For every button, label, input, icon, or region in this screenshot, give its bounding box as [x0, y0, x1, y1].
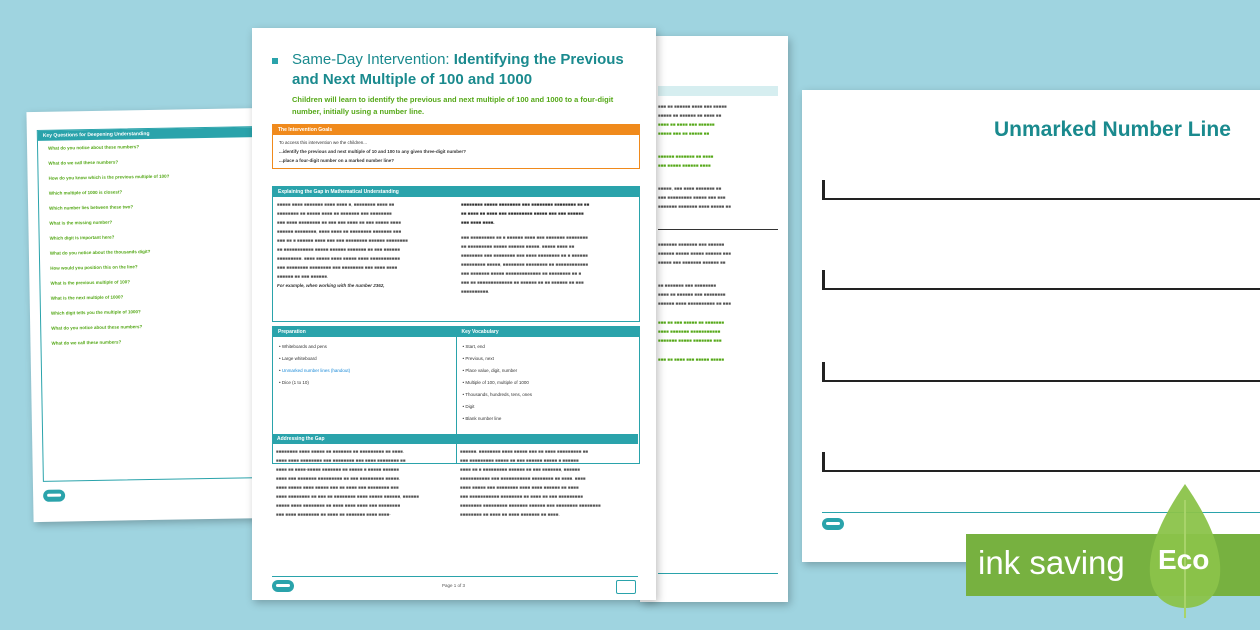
line-stroke	[822, 198, 1260, 200]
question-list	[38, 137, 270, 359]
question-item: What do you notice about the thousands digit?	[49, 248, 151, 256]
question-item: Which number lies between these two?	[49, 204, 134, 211]
vocab-item-text: Blank number line	[465, 416, 502, 421]
question-item: What is the previous multiple of 100?	[50, 279, 130, 286]
question-item: Which digit tells you the multiple of 1000?	[50, 309, 141, 316]
goals-intro: To access this intervention we the children...	[279, 140, 368, 145]
twinkl-logo	[822, 518, 844, 530]
vocab-item: • Place value, digit, number	[462, 368, 518, 373]
vocab-item-text: Digit	[465, 404, 475, 409]
number-line-title: Unmarked Number Line	[994, 118, 1231, 141]
vocab-heading: Key Vocabulary	[457, 327, 640, 337]
ink-saving-label: ink saving	[978, 544, 1125, 581]
question-item: What is the missing number?	[49, 219, 113, 226]
vocab-item: • Digit	[462, 404, 475, 409]
prep-item: • Large whiteboard	[279, 356, 317, 361]
line-start-tick	[822, 180, 825, 200]
main-footer	[272, 576, 638, 577]
questions-panel	[37, 126, 273, 482]
number-line-1	[802, 180, 1260, 202]
question-item: How would you position this on the line?	[50, 264, 138, 271]
answers-sheet	[640, 36, 788, 602]
goals-panel	[272, 124, 640, 169]
address-panel	[272, 434, 638, 552]
key-questions-sheet	[26, 108, 273, 522]
line-start-tick	[822, 362, 825, 382]
question-item: Which multiple of 1000 is closest?	[48, 189, 123, 196]
question-item: Which digit is important here?	[49, 234, 115, 241]
question-item: What do you notice about these numbers?	[48, 144, 140, 151]
explain-panel	[272, 186, 640, 322]
vocab-item: • Previous, next	[462, 356, 494, 361]
goal-item: ...identify the previous and next multiple of 10 and 100 to any given three-digit number?	[279, 149, 467, 154]
prep-item-text: Whiteboards and pens	[281, 344, 327, 349]
title-bullet-icon	[272, 58, 278, 64]
answers-text: ■■■ ■■ ■■■■■■ ■■■■ ■■■ ■■■■■ ■■■■■ ■■ ■■■■■■ ■■ ■■■■ ■■ ■■■■ ■■ ■■■■ ■■■ ■■■■■■ ■■■■■ ■■■ ■■ ■■■■■ ■■ ■■■■■■ ■■■■■■■ ■■ ■■■■ ■■■ ■■■■■ ■■■■■■ ■■■■ ■■■■■, ■■■ ■■■■ ■■■■■■■ ■■ ■■■ ■■■■■■■■■ ■■■■■ ■■■ ■■■ ■■■■■■■ ■■■■■■■ ■■■■ ■■■■■ ■■ ■■■■■■■ ■■■■■■■ ■■■ ■■■■■■ ■■■■■■ ■■■■■ ■■■■■ ■■■■■■ ■■■ ■■■■■ ■■■ ■■■■■■■ ■■■■■■ ■■ ■■ ■■■■■■■ ■■■ ■■■■■■■■ ■■■■ ■■ ■■■■■■ ■■■ ■■■■■■■■ ■■■■■■ ■■■■ ■■■■■■■■■■ ■■ ■■■ ■■■ ■■ ■■■ ■■■■■ ■■ ■■■■■■■ ■■■■ ■■■■■■■ ■■■■■■■■■■■ ■■■■■■■ ■■■■■ ■■■■■■■ ■■■ ■■■ ■■ ■■■■ ■■■ ■■■■■ ■■■■■	[658, 86, 778, 364]
prep-item: • Dice (1 to 10)	[279, 380, 309, 385]
question-item: How do you know which is the previous multiple of 100?	[48, 173, 170, 181]
vocab-item-text: Thousands, hundreds, tens, ones	[465, 392, 533, 397]
intervention-sheet	[252, 28, 656, 600]
eco-label: Eco	[1158, 544, 1210, 575]
vocab-item-text: Start, end	[465, 344, 485, 349]
line-stroke	[822, 380, 1260, 382]
vocab-item: • Blank number line	[462, 416, 502, 421]
question-item: What is the next multiple of 1000?	[50, 294, 124, 301]
goal-item: ...place a four-digit number on a marked number line?	[279, 158, 395, 163]
title-topic: Identifying the Previous and Next Multiple of 100 and 1000	[292, 51, 624, 88]
address-heading: Addressing the Gap	[272, 434, 638, 444]
twinkl-logo	[43, 490, 65, 502]
number-line-3	[802, 362, 1260, 384]
prep-item: • Whiteboards and pens	[279, 344, 327, 349]
prep-heading: Preparation	[273, 327, 456, 337]
line-start-tick	[822, 270, 825, 290]
vocab-item-text: Multiple of 100, multiple of 1000	[465, 380, 529, 385]
prep-item-text: Dice (1 to 10)	[281, 380, 309, 385]
vocab-item: • Multiple of 100, multiple of 1000	[462, 380, 529, 385]
vocab-item: • Start, end	[462, 344, 485, 349]
questions-heading: Key Questions for Deepening Understanding	[38, 127, 266, 141]
answers-footer	[658, 573, 778, 574]
prep-item-link[interactable]: Unmarked number lines (handout)	[281, 368, 351, 373]
vocab-item-text: Previous, next	[465, 356, 494, 361]
number-line-2	[802, 270, 1260, 292]
prep-item: • Unmarked number lines (handout)	[279, 368, 351, 373]
twinkl-logo	[272, 580, 294, 592]
line-stroke	[822, 470, 1260, 472]
address-body: ■■■■■■■■ ■■■■ ■■■■■ ■■ ■■■■■■■ ■■ ■■■■■■■■■ ■■ ■■■■. ■■■■ ■■■■ ■■■■■■■■ ■■■ ■■■■■■■■ ■■■ ■■■■ ■■■■■■■■ ■■ ■■■■ ■■ ■■■■-■■■■■ ■■■■■■■ ■■ ■■■■■ ■ ■■■■■ ■■■■■■ ■■■■ ■■■ ■■■■■■■ ■■■■■■■■■ ■■ ■■■ ■■■■■■■■■ ■■■■■. ■■■■ ■■■■■ ■■■■ ■■■■■ ■■■ ■■ ■■■■ ■■■ ■■■■■■■■ ■■■ ■■■■ ■■■■■■■■ ■■ ■■■ ■■ ■■■■■■■■ ■■■■ ■■■■■ ■■■■■■, ■■■■■■ ■■■■■ ■■■■ ■■■■■■■■ ■■ ■■■■ ■■■■ ■■■■ ■■■ ■■■■■■■■ ■■■ ■■■■ ■■■■■■■■ ■■ ■■■■ ■■ ■■■■■■■ ■■■■ ■■■■- ■■■■■■. ■■■■■■■■ ■■■■ ■■■■■ ■■■ ■■ ■■■■ ■■■■■■■■■ ■■ ■■■ ■■■■■■■■■ ■■■■■ ■■ ■■■ ■■■■■■ ■■■■■ ■ ■■■■■■ ■■■■ ■■ ■ ■■■■■■■■■ ■■■■■■ ■■ ■■■ ■■■■■■■, ■■■■■■ ■■■■■■■■■■■ ■■■ ■■■■■■■■■■■ ■■■■■■■■ ■■ ■■■■. ■■■■ ■■■■ ■■■■■ ■■■ ■■■■■■■■ ■■■■ ■■■■ ■■■■■■ ■■ ■■■■ ■■■ ■■■■■■■■■■■ ■■■■■■■■ ■■ ■■■■ ■■ ■■■ ■■■■■■■■■ ■■■■■■■■ ■■■■■■■■■ ■■■■■■■ ■■■■■■ ■■■ ■■■■■■■■ ■■■■■■■■ ■■■■■■■■ ■■ ■■■■ ■■ ■■■■ ■■■■■■■ ■■ ■■■■.	[276, 449, 601, 517]
page-subtitle: Children will learn to identify the previous and next multiple of 100 and 1000 to a four-digit number, initially using a number line.	[292, 95, 614, 116]
example-label: For example, when working with the number 2362,	[277, 283, 385, 288]
question-item: What do we call these numbers?	[48, 159, 119, 166]
page-title	[292, 50, 642, 90]
question-item: What do you notice about these numbers?	[51, 324, 143, 331]
explain-heading: Explaining the Gap in Mathematical Understanding	[273, 187, 639, 197]
prep-item-text: Large whiteboard	[281, 356, 317, 361]
goals-heading: The Intervention Goals	[273, 125, 639, 135]
number-line-4	[802, 452, 1260, 474]
question-item: What do we call these numbers?	[51, 339, 122, 346]
vocab-item: • Thousands, hundreds, tens, ones	[462, 392, 533, 397]
line-start-tick	[822, 452, 825, 472]
line-stroke	[822, 288, 1260, 290]
vocab-list	[457, 337, 640, 429]
vocab-item-text: Place value, digit, number	[465, 368, 518, 373]
footer-badge-icon	[616, 580, 636, 594]
title-prefix: Same-Day Intervention:	[292, 51, 454, 68]
page-number: Page 1 of 3	[442, 583, 466, 588]
explain-body: ■■■■■ ■■■■ ■■■■■■■ ■■■■ ■■■■ ■, ■■■■■■■■ ■■■■ ■■ ■■■■■■■■ ■■ ■■■■■ ■■■■ ■■ ■■■■■■■ ■■■ ■■■■■■■■ ■■■ ■■■■ ■■■■■■■■ ■■ ■■■ ■■■ ■■■■ ■■ ■■■ ■■■■■ ■■■■ ■■■■■■ ■■■■■■■■, ■■■■ ■■■■ ■■ ■■■■■■■■ ■■■■■■■ ■■■ ■■■ ■■ ■ ■■■■■■ ■■■■ ■■■ ■■■ ■■■■■■■■ ■■■■■■ ■■■■■■■■ ■■ ■■■■■■■■■■■ ■■■■■ ■■■■■■ ■■■■■■■ ■■ ■■■ ■■■■■■ ■■■■■■■■■. ■■■■ ■■■■■ ■■■■ ■■■■■ ■■■■ ■■■■■■■■■■■ ■■■ ■■■■■■■■ ■■■■■■■■ ■■■ ■■■■■■■■ ■■■ ■■■■ ■■■■ ■■■■■■ ■■ ■■■ ■■■■■■. For example, when working with the number 2362, ■■■■■■■■ ■■■■■ ■■■■■■■■ ■■■ ■■■■■■■■ ■■■■■■■■ ■■ ■■ ■■ ■■■■ ■■ ■■■■ ■■■ ■■■■■■■■■ ■■■■■ ■■■ ■■■ ■■■■■■ ■■■ ■■■■ ■■■■. ■■■ ■■■■■■■■■ ■■ ■ ■■■■■■ ■■■■ ■■■ ■■■■■■■ ■■■■■■■■ ■■ ■■■■■■■■■ ■■■■■ ■■■■■■ ■■■■■. ■■■■■ ■■■■ ■■ ■■■■■■■■ ■■■ ■■■■■■■■ ■■■ ■■■■ ■■■■■■■■ ■■ ■ ■■■■■■ ■■■■■■■■■ ■■■■■, ■■■■■■■■ ■■■■■■■■ ■■ ■■■■■■■■■■■■ ■■■ ■■■■■■■ ■■■■■ ■■■■■■■■■■■■■ ■■ ■■■■■■■■ ■■ ■ ■■■ ■■ ■■■■■■■■■■■■■ ■■ ■■■■■■ ■■ ■■ ■■■■■■ ■■ ■■■ ■■■■■■■■■■.	[277, 202, 590, 294]
